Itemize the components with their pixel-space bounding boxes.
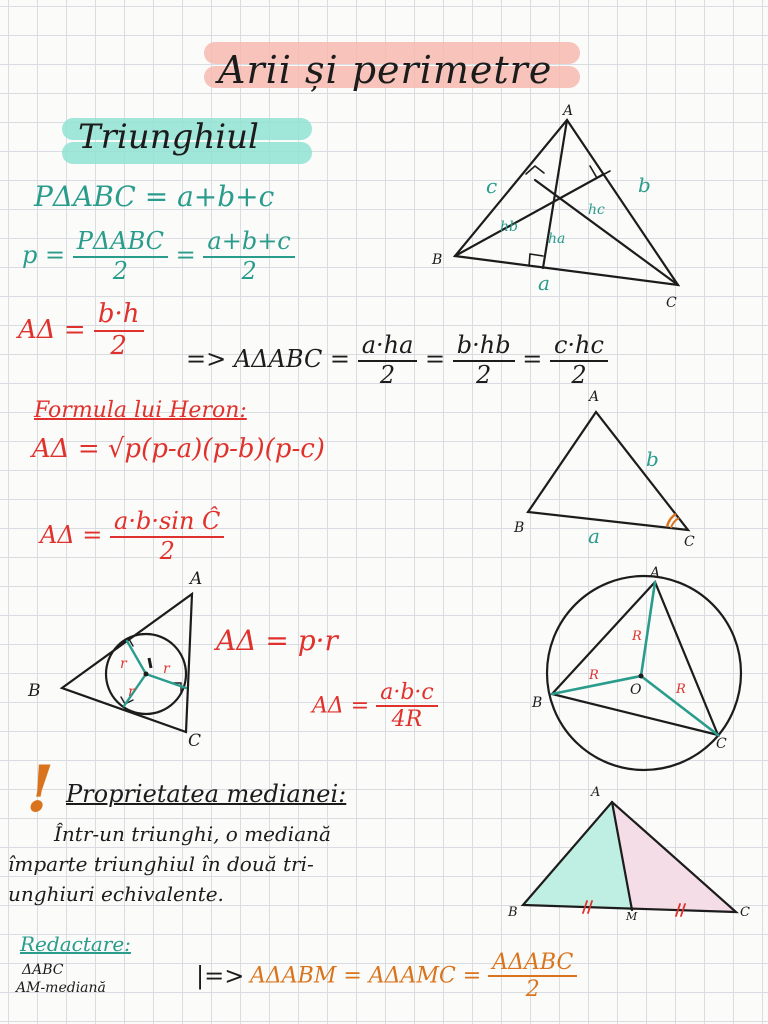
fig5-label-M: M	[626, 910, 638, 923]
semi-perimeter-denominator-1: 2	[112, 256, 129, 285]
median-text-line-3: unghiuri echivalente.	[8, 882, 224, 906]
area-heights-equals-2: =	[522, 345, 543, 374]
fig3-label-C: C	[188, 731, 202, 751]
fig5-label-B: B	[508, 905, 518, 920]
page-title: Arii și perimetre	[218, 48, 553, 92]
redactare-result-lhs: AΔABM = AΔAMC =	[250, 963, 482, 989]
area-sin-numerator: a·b·sin Ĉ	[110, 508, 224, 538]
area-circumradius-lhs: AΔ =	[312, 693, 370, 719]
fig4-label-C: C	[716, 736, 727, 752]
area-basic-numerator: b·h	[94, 300, 144, 332]
redactare-heading: Redactare:	[20, 932, 131, 956]
fig4-label-R-3: R	[676, 682, 686, 697]
fig4-label-O: O	[630, 682, 642, 698]
fig1-label-hb: hb	[500, 219, 518, 235]
fig2-label-C: C	[684, 534, 695, 550]
fig5-label-A: A	[591, 785, 601, 800]
area-heights-lhs: AΔABC =	[233, 345, 351, 374]
fig1-right-angle-a	[529, 254, 543, 266]
semi-perimeter-numerator-1: PΔABC	[73, 228, 168, 258]
heron-formula: AΔ = √p(p-a)(p-b)(p-c)	[32, 434, 325, 464]
fig3-label-r-3: r	[128, 684, 135, 700]
fig2-label-a: a	[588, 524, 600, 548]
redactare-line-2: AM-mediană	[16, 980, 106, 996]
fig3-label-B: B	[28, 681, 41, 701]
fig4-center	[639, 674, 644, 679]
area-basic-denominator: 2	[110, 330, 127, 361]
area-inradius-formula: AΔ = p·r	[216, 624, 338, 657]
fig1-label-B: B	[432, 252, 443, 268]
area-circumradius-numerator: a·b·c	[376, 680, 438, 707]
fig3-label-r-2: r	[163, 661, 170, 677]
fig3-label-A: A	[190, 569, 203, 589]
redactare-result-denominator: 2	[525, 977, 540, 1003]
semi-perimeter-equals: =	[175, 241, 196, 270]
fig1-label-a: a	[538, 271, 550, 295]
fig3-radius-1	[127, 641, 146, 674]
fig3-triangle	[62, 594, 192, 732]
semi-perimeter-numerator-2: a+b+c	[203, 228, 294, 258]
section-title: Triunghiul	[78, 117, 259, 157]
area-sin-lhs: AΔ =	[40, 521, 103, 550]
fig1-label-A: A	[563, 103, 574, 119]
fig4-triangle	[552, 582, 718, 735]
fig2-label-b: b	[646, 447, 659, 471]
area-heights-numerator-3: c·hc	[550, 332, 608, 362]
area-heights-denominator-2: 2	[476, 360, 492, 389]
heron-heading: Formula lui Heron:	[34, 398, 247, 423]
area-heights-equals-1: =	[425, 345, 446, 374]
fig4-label-A: A	[650, 565, 661, 581]
area-basic-lhs: AΔ =	[18, 314, 86, 345]
fig1-label-hc: hc	[588, 202, 605, 218]
median-text-line-1: Într-un triunghi, o mediană	[54, 822, 331, 846]
fig2-label-B: B	[514, 520, 525, 536]
fig1-label-ha: ha	[548, 231, 566, 247]
fig3-label-r-1: r	[120, 656, 127, 672]
fig5-label-C: C	[740, 905, 750, 920]
median-text-line-2: împarte triunghiul în două tri-	[8, 852, 314, 876]
redactare-implies: |=>	[196, 962, 245, 990]
area-heights-denominator-3: 2	[571, 360, 587, 389]
fig2-label-A: A	[589, 389, 600, 405]
area-heights-arrow: =>	[186, 345, 227, 374]
area-heights-denominator-1: 2	[379, 360, 396, 389]
fig4-circumcircle	[547, 576, 741, 770]
fig1-label-c: c	[486, 174, 498, 198]
semi-perimeter-lhs: p =	[22, 241, 66, 270]
fig4-label-B: B	[532, 695, 543, 711]
area-circumradius-denominator: 4R	[391, 707, 423, 733]
median-heading: Proprietatea medianei:	[66, 780, 347, 808]
area-heights-numerator-1: a·ha	[358, 332, 418, 362]
fig4-label-R-2: R	[589, 668, 599, 683]
area-heights-numerator-2: b·hb	[453, 332, 515, 362]
area-sin-denominator: 2	[159, 536, 175, 565]
fig3-center-mark	[149, 658, 151, 668]
fig1-label-b: b	[638, 173, 651, 197]
fig3-incenter	[144, 672, 149, 677]
semi-perimeter-denominator-2: 2	[241, 256, 257, 285]
perimeter-formula: PΔABC = a+b+c	[34, 180, 275, 213]
fig2-triangle	[528, 412, 688, 530]
fig4-label-R-1: R	[632, 629, 642, 644]
exclamation-icon: !	[26, 752, 55, 827]
redactare-result-numerator: AΔABC	[488, 950, 577, 977]
redactare-line-1: ΔABC	[22, 962, 64, 978]
fig1-label-C: C	[666, 295, 677, 311]
fig2-angle-C-inner	[671, 518, 679, 528]
